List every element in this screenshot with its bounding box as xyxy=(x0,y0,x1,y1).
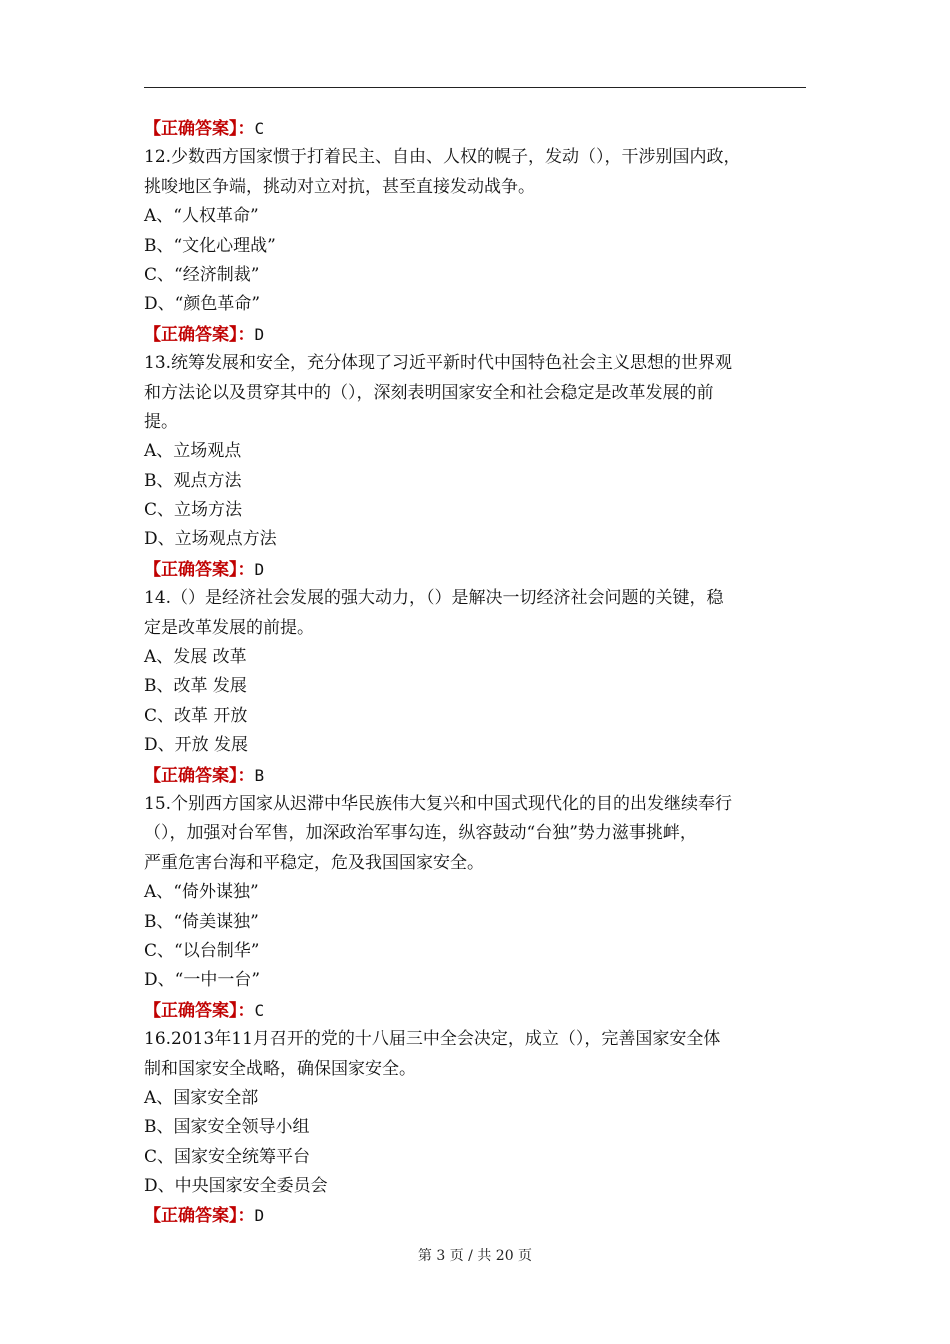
text-line: D、中央国家安全委员会 xyxy=(144,1176,328,1197)
answer-line xyxy=(144,1201,808,1230)
text-line: 制和国家安全战略，确保国家安全。 xyxy=(144,1058,416,1079)
answer-label: 【正确答案】： xyxy=(144,765,255,786)
answer-value: D xyxy=(254,1206,265,1226)
text-line: C、立场方法 xyxy=(144,500,243,521)
answer-label: 【正确答案】： xyxy=(144,324,255,345)
answer-line xyxy=(144,761,808,790)
answer-line xyxy=(144,555,808,584)
text-line: A、立场观点 xyxy=(144,441,242,462)
answer-line xyxy=(144,320,808,349)
text-line: 和方法论以及贯穿其中的（），深刻表明国家安全和社会稳定是改革发展的前 xyxy=(144,382,714,403)
text-line: 提。 xyxy=(144,411,178,432)
answer-label: 【正确答案】： xyxy=(144,1000,255,1021)
text-line: 15.个别西方国家从迟滞中华民族伟大复兴和中国式现代化的目的出发继续奉行 xyxy=(144,793,733,814)
answer-value: D xyxy=(254,324,265,344)
text-line: A、发展 改革 xyxy=(144,647,247,668)
text-line: （），加强对台军售，加深政治军事勾连，纵容鼓动“台独”势力滋事挑衅， xyxy=(144,823,697,844)
answer-value: B xyxy=(254,765,265,785)
text-line: B、国家安全领导小组 xyxy=(144,1117,310,1138)
text-line: B、观点方法 xyxy=(144,470,242,491)
text-line: B、改革 发展 xyxy=(144,676,247,697)
text-line: 16.2013年11月召开的党的十八届三中全会决定，成立（），完善国家安全体 xyxy=(144,1029,721,1050)
text-line: A、“人权革命” xyxy=(144,206,259,227)
text-line: B、“文化心理战” xyxy=(144,235,276,256)
text-line: C、改革 开放 xyxy=(144,705,248,726)
text-line: 13.统筹发展和安全，充分体现了习近平新时代中国特色社会主义思想的世界观 xyxy=(144,353,733,374)
text-line: 14.（）是经济社会发展的强大动力，（）是解决一切经济社会问题的关键，稳 xyxy=(144,588,724,609)
answer-value: C xyxy=(254,1000,265,1020)
text-line: D、“颜色革命” xyxy=(144,294,261,315)
text-line: 严重危害台海和平稳定，危及我国国家安全。 xyxy=(144,852,484,873)
text-line: D、开放 发展 xyxy=(144,735,249,756)
text-line: A、“倚外谋独” xyxy=(144,882,259,903)
text-line: C、“经济制裁” xyxy=(144,264,260,285)
text-line: D、“一中一台” xyxy=(144,970,261,991)
text-line: 挑唆地区争端，挑动对立对抗，甚至直接发动战争。 xyxy=(144,176,535,197)
header-rule xyxy=(144,87,806,88)
answer-label: 【正确答案】： xyxy=(144,559,255,580)
text-line: 定是改革发展的前提。 xyxy=(144,617,314,638)
answer-value: D xyxy=(254,559,265,579)
text-line: A、国家安全部 xyxy=(144,1087,259,1108)
answer-line xyxy=(144,996,808,1025)
page-footer: 第 3 页 / 共 20 页 xyxy=(417,1248,533,1264)
document-body xyxy=(144,114,808,1231)
text-line: D、立场观点方法 xyxy=(144,529,277,550)
answer-label: 【正确答案】： xyxy=(144,1206,255,1227)
answer-label: 【正确答案】： xyxy=(144,119,255,139)
text-line: 12.少数西方国家惯于打着民主、自由、人权的幌子，发动（），干涉别国内政， xyxy=(144,147,741,168)
text-line: C、国家安全统筹平台 xyxy=(144,1146,311,1167)
text-line: B、“倚美谋独” xyxy=(144,911,259,932)
text-line: C、“以台制华” xyxy=(144,940,260,961)
answer-value: C xyxy=(254,119,265,138)
answer-line xyxy=(144,114,808,143)
